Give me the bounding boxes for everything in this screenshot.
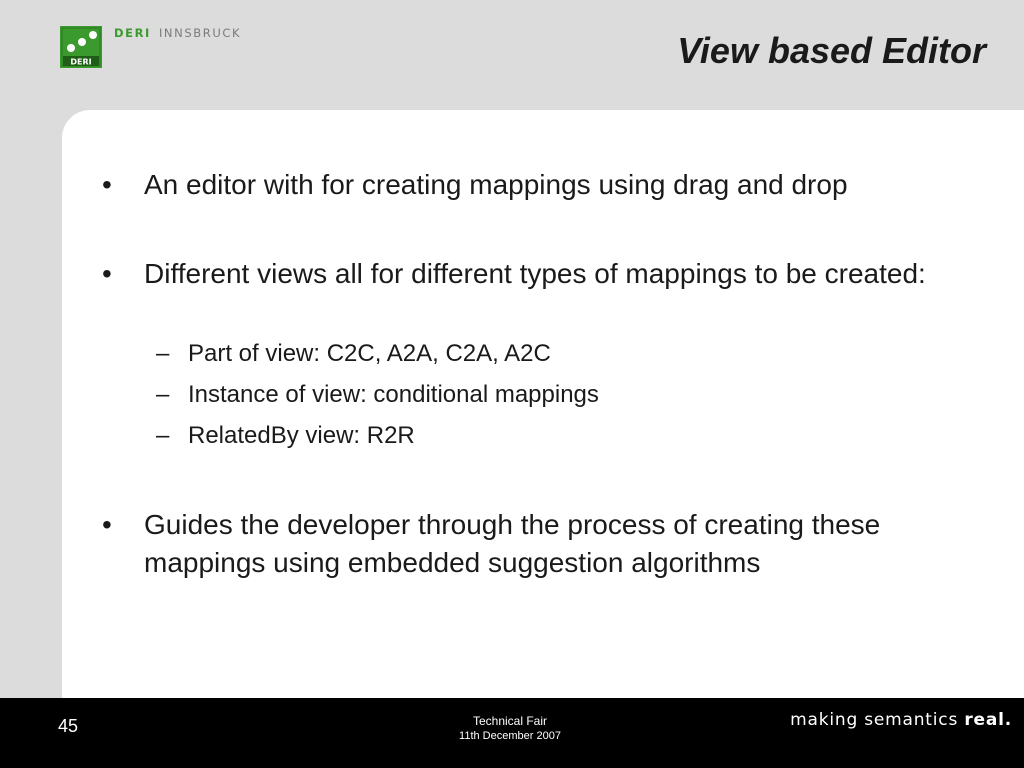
brand-secondary: INNSBRUCK	[158, 26, 242, 40]
bullet-marker: •	[102, 169, 112, 200]
tagline	[790, 710, 1012, 730]
bullet-list	[62, 110, 1024, 698]
slide-title: View based Editor	[677, 30, 986, 71]
bullet-item	[102, 506, 982, 582]
sub-bullet-marker: –	[156, 381, 170, 408]
tagline-emphasis: real.	[964, 710, 1012, 730]
bullet-item	[102, 166, 982, 204]
brand-primary: DERI	[114, 26, 151, 40]
sub-bullet-item	[156, 379, 956, 411]
bullet-marker: •	[102, 509, 112, 540]
event-date: 11th December 2007	[459, 730, 561, 742]
bullet-marker: •	[102, 258, 112, 289]
bullet-text: Different views all for different types of mappings to be created:	[144, 258, 926, 289]
brand-name	[114, 26, 241, 40]
tagline-prefix: making semantics	[790, 710, 959, 730]
sub-bullet-text: Part of view: C2C, A2A, C2A, A2C	[188, 340, 551, 367]
page-number: 45	[58, 716, 79, 736]
bullet-item	[102, 255, 982, 293]
sub-bullet-text: RelatedBy view: R2R	[188, 422, 415, 449]
event-name: Technical Fair	[472, 714, 548, 728]
sub-bullet-item	[156, 338, 956, 370]
slide-footer	[0, 698, 1024, 768]
logo-text: DERI	[70, 57, 92, 67]
slide-header	[0, 0, 1024, 110]
sub-bullet-marker: –	[156, 340, 170, 367]
bullet-text: Guides the developer through the process of creating these mappings using embedded suggestion algorithms	[144, 509, 881, 578]
sub-bullet-item	[156, 420, 956, 452]
sub-bullet-text: Instance of view: conditional mappings	[188, 381, 599, 408]
event-info	[400, 714, 620, 744]
sub-bullet-marker: –	[156, 422, 170, 449]
bullet-text: An editor with for creating mappings using drag and drop	[144, 169, 848, 200]
content-panel	[62, 110, 1024, 698]
deri-logo-icon	[60, 26, 102, 68]
